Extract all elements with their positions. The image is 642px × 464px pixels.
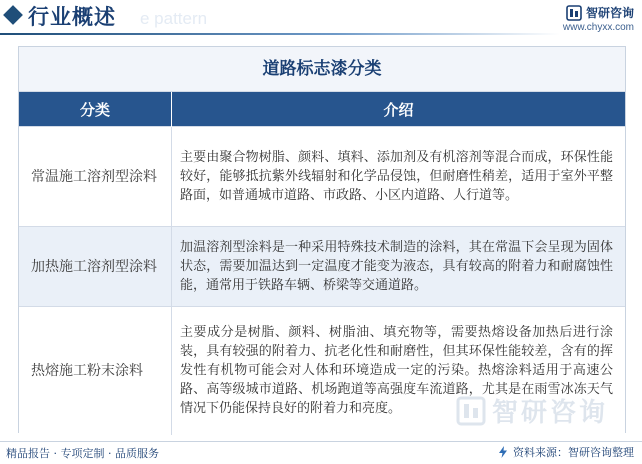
table-header-row [19,92,625,127]
logo-icon [566,5,582,21]
table [19,92,625,435]
row-description: 加温溶剂型涂料是一种采用特殊技术制造的涂料，其在常温下会呈现为固体状态，需要加温达到一定温度才能变为液态，具有较高的附着力和耐腐蚀性能，通常用于铁路车辆、桥梁等交通道路。 [172,227,626,307]
watermark [456,392,608,429]
footer-slogan: 精品报告 · 专项定制 · 品质服务 [6,447,159,460]
table-row [19,127,625,227]
header-watermark: e pattern [140,9,208,28]
column-header-category: 分类 [19,92,172,127]
footer-source-text: 资料来源：智研咨询整理 [513,446,634,459]
row-category: 热熔施工粉末涂料 [19,307,172,435]
footer-source [497,444,634,460]
row-category: 加热施工溶剂型涂料 [19,227,172,307]
row-category: 常温施工溶剂型涂料 [19,127,172,227]
header [0,0,642,36]
row-description: 主要成分是树脂、颜料、树脂油、填充物等，需要热熔设备加热后进行涂装，具有较强的附着力、抗老化性和耐磨性，但其环保性能较差，含有的挥发性有机物可能会对人体和环境造成一定的污染。热熔涂料适用于高速公路、高等级城市道路、机场跑道等高强度车流道路，尤其是在雨雪冰冻天气情况下仍能保持良好的附着力和亮度。 [172,307,626,435]
diamond-icon [3,5,23,25]
page-title: 行业概述 [28,5,116,29]
title-underline [0,33,560,35]
logo-name: 智研咨询 [585,6,634,20]
logo [563,4,634,33]
classification-table [18,46,626,433]
watermark-text: 智研咨询 [492,398,609,428]
watermark-logo-icon [456,396,486,426]
table-row [19,227,625,307]
footer-divider [0,441,642,442]
table-title: 道路标志漆分类 [19,47,625,92]
footer [0,441,642,464]
bolt-icon [497,446,509,458]
column-header-description: 介绍 [172,92,626,127]
row-description: 主要由聚合物树脂、颜料、填料、添加剂及有机溶剂等混合而成，环保性能较好，能够抵抗紫外线辐射和化学品侵蚀，但耐磨性稍差，适用于室外平整路面，如普通城市道路、市政路、小区内道路、人行道等。 [172,127,626,227]
logo-url: www.chyxx.com [562,22,634,33]
